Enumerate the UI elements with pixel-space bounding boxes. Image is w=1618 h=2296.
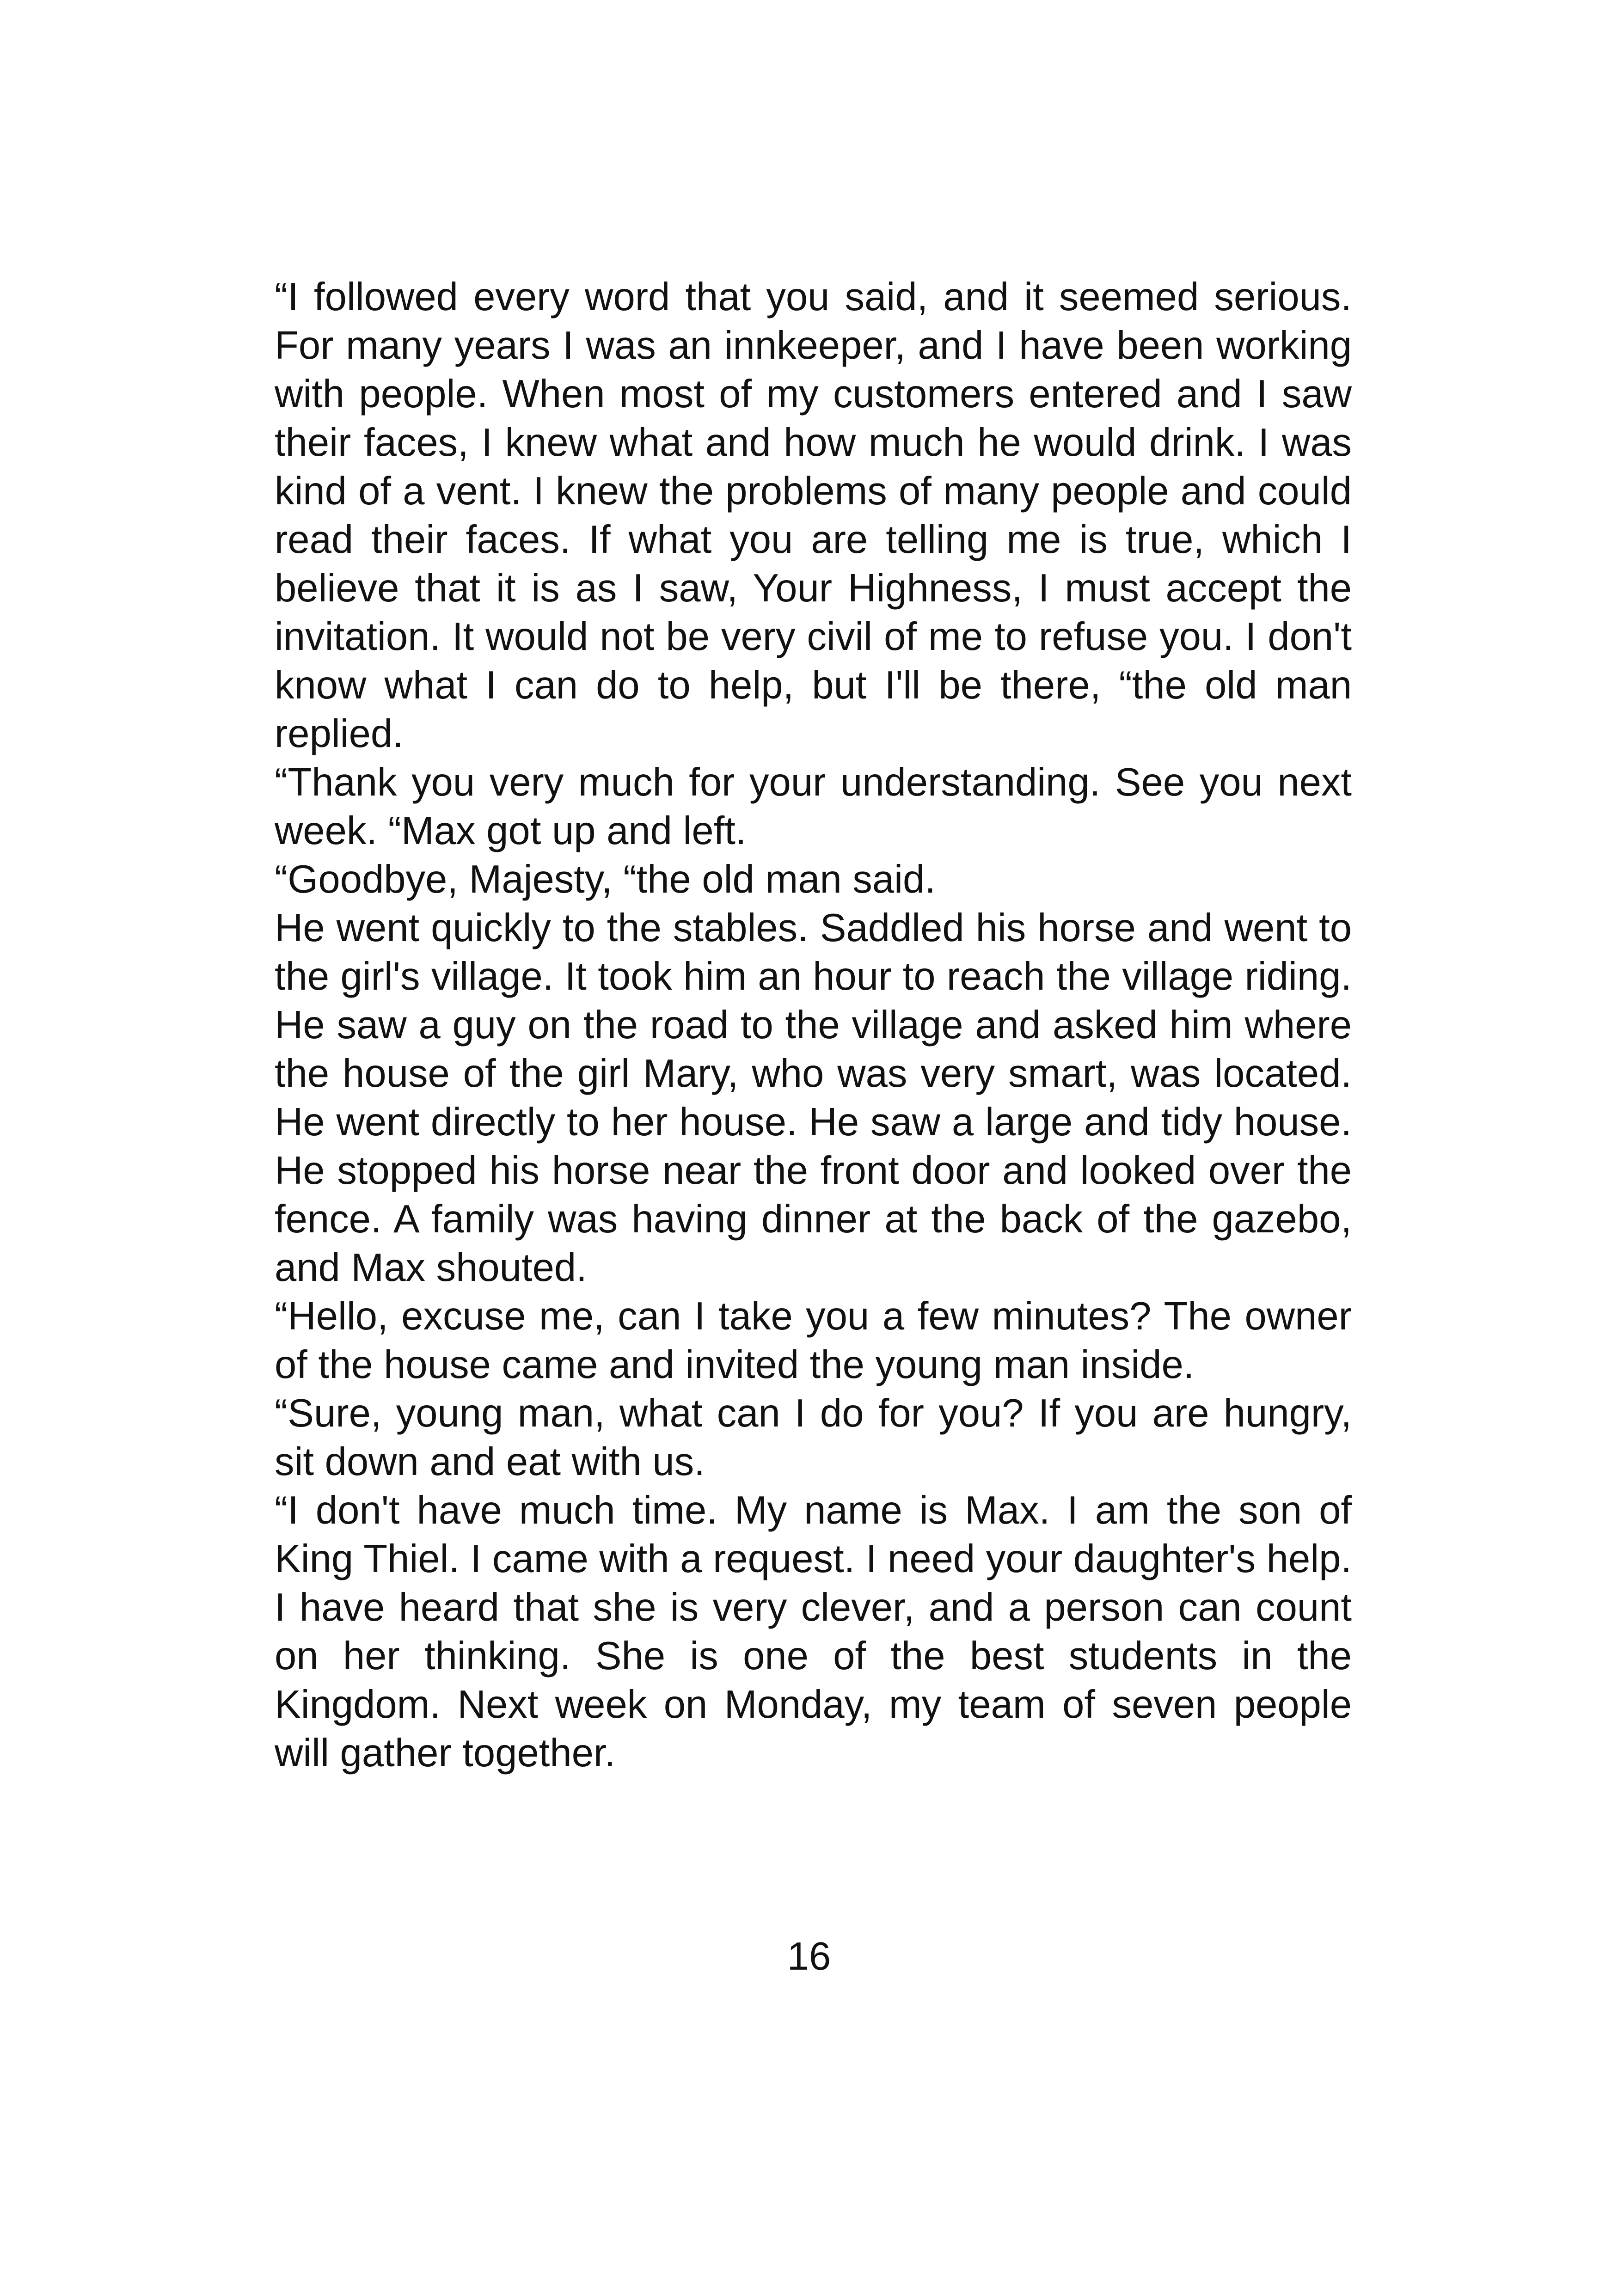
paragraph: He went quickly to the stables. Saddled his horse and went to the girl's village. It took him an hour to reach the village riding. He saw a guy on the road to the village and asked him where the house of the girl Mary, who was very smart, was located. He went directly to her house. He saw a large and tidy house. He stopped his horse near the front door and looked over the fence. A family was having dinner at the back of the gazebo, and Max shouted. xyxy=(275,906,1352,1290)
body-text xyxy=(275,273,1352,1777)
page-number: 16 xyxy=(787,1935,831,1978)
paragraph: “I followed every word that you said, and it seemed serious. For many years I was an innkeeper, and I have been working with people. When most of my customers entered and I saw their faces, I knew what and how much he would drink. I was kind of a vent. I knew the problems of many people and could read their faces. If what you are telling me is true, which I believe that it is as I saw, Your Highness, I must accept the invitation. It would not be very civil of me to refuse you. I don't know what I can do to help, but I'll be there, “the old man replied. xyxy=(275,275,1352,756)
paragraph: “Sure, young man, what can I do for you? If you are hungry, sit down and eat with us. xyxy=(275,1391,1352,1484)
paragraph: “Goodbye, Majesty, “the old man said. xyxy=(275,857,936,901)
paragraph: “I don't have much time. My name is Max. I am the son of King Thiel. I came with a request. I need your daughter's help. I have heard that she is very clever, and a person can count on her thinking. She is one of the best students in the Kingdom. Next week on Monday, my team of seven people will gather together. xyxy=(275,1488,1352,1775)
paragraph: “Hello, excuse me, can I take you a few minutes? The owner of the house came and invited the young man inside. xyxy=(275,1294,1352,1387)
paragraph: “Thank you very much for your understanding. See you next week. “Max got up and left. xyxy=(275,760,1352,853)
